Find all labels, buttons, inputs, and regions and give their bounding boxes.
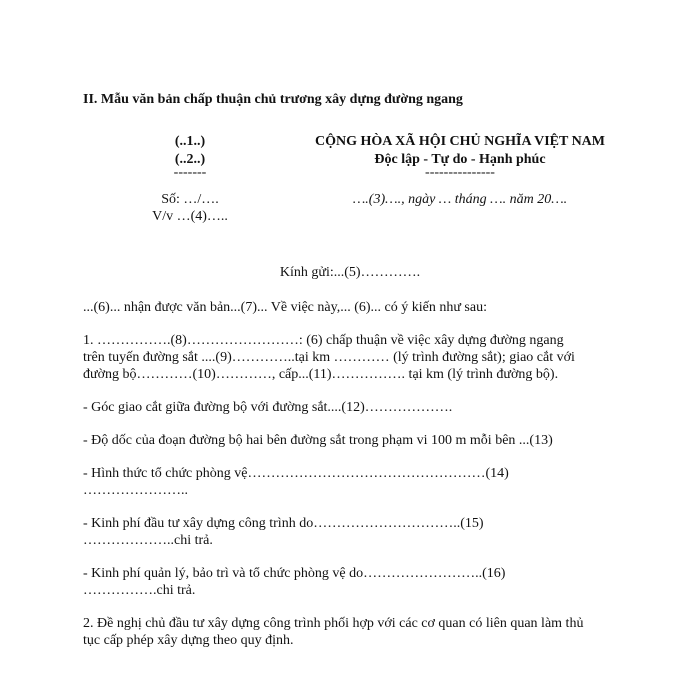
item-1-line-2: trên tuyến đường sắt ....(9)…………..tại km ………… (lý trình đường sắt); giao cắt với <box>83 350 575 365</box>
agency-parent-placeholder: (..1..) <box>174 134 206 149</box>
intro-paragraph: ...(6)... nhận được văn bản...(7)... Về việc này,... (6)... có ý kiến như sau: <box>83 300 487 315</box>
bullet-road-slope: - Độ dốc của đoạn đường bộ hai bên đường sắt trong phạm vi 100 m mỗi bên ...(13) <box>83 433 553 448</box>
bullet-crossing-angle: - Góc giao cắt giữa đường bộ với đường sắt....(12)………………. <box>83 400 453 415</box>
section-title: II. Mẫu văn bản chấp thuận chủ trương xây dựng đường ngang <box>83 92 463 107</box>
bullet-investment-line-1: - Kinh phí đầu tư xây dựng công trình do…………………………..(15) <box>83 516 484 531</box>
national-motto: Độc lập - Tự do - Hạnh phúc <box>374 152 546 167</box>
item-2-line-1: 2. Đề nghị chủ đầu tư xây dựng công trình phối hợp với các cơ quan có liên quan làm thủ <box>83 616 584 631</box>
document-subject-ref: V/v …(4)….. <box>152 209 228 224</box>
bullet-protection-line-2: ………………….. <box>83 483 188 498</box>
bullet-management-line-2: …………….chi trả. <box>83 583 196 598</box>
greeting-line: Kính gửi:...(5)…………. <box>279 265 421 280</box>
item-1-line-3: đường bộ…………(10)…………, cấp...(11)……………. tại km (lý trình đường bộ). <box>83 367 559 382</box>
item-1-line-1: 1. …………….(8)……………………: (6) chấp thuận về việc xây dựng đường ngang <box>83 333 564 348</box>
bullet-protection-line-1: - Hình thức tổ chức phòng vệ……………………………………………(14) <box>83 466 509 481</box>
bullet-investment-line-2: ………………..chi trả. <box>83 533 213 548</box>
agency-divider: ------- <box>173 165 207 180</box>
place-date-line: ….(3)…., ngày … tháng …. năm 20…. <box>352 192 568 207</box>
document-number: Số: …/…. <box>161 192 219 207</box>
country-name: CỘNG HÒA XÃ HỘI CHỦ NGHĨA VIỆT NAM <box>314 134 605 149</box>
bullet-management-line-1: - Kinh phí quản lý, bảo trì và tổ chức phòng vệ do……………………..(16) <box>83 566 506 581</box>
motto-divider: --------------- <box>425 165 495 180</box>
item-2-line-2: tục cấp phép xây dựng theo quy định. <box>83 633 294 648</box>
agency-name-placeholder: (..2..) <box>174 152 206 167</box>
